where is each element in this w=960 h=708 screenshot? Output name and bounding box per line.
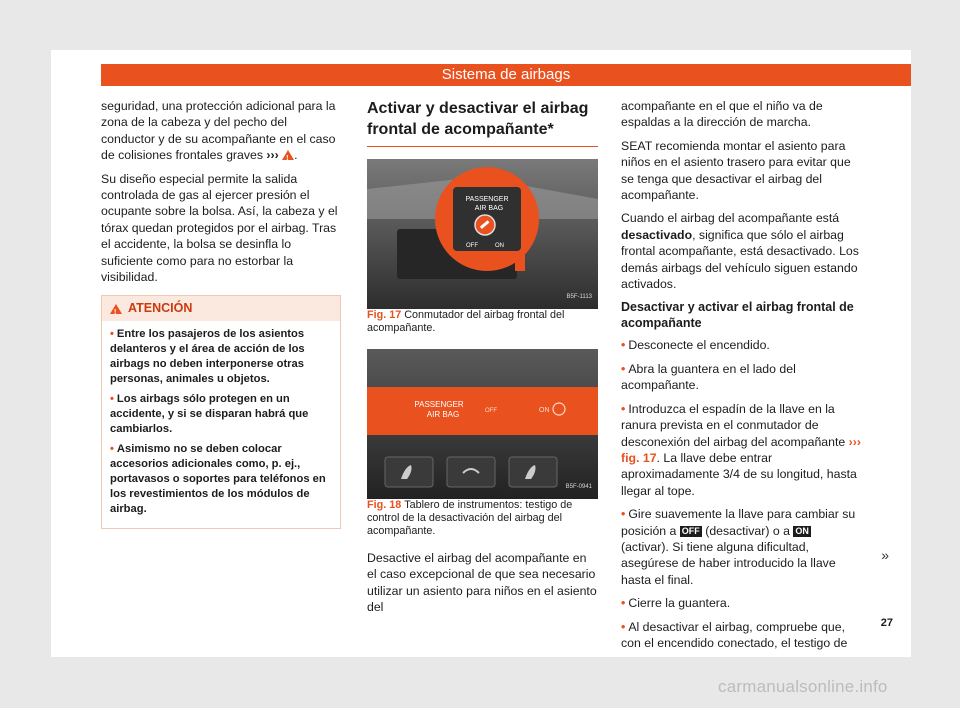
list-item: • Cierre la guantera. [621,596,731,611]
bullet-dot-icon: • [110,442,114,455]
on-key-symbol: ON [795,525,809,536]
warning-header [102,296,340,320]
off-key-symbol: OFF [681,525,700,536]
manual-page [51,50,911,657]
column-2 [367,98,598,623]
paragraph: Desactive el airbag del acompañante en el caso excepcional de que sea necesario utilizar un asiento para niños en el asiento del [367,551,597,615]
bullet-dot-icon: • [621,361,626,376]
list-item: • Desconecte el encendido. [621,338,770,353]
list-item: • Asimismo no se deben colocar accesorios adicionales como, p. ej., portavasos o soportes para teléfonos en los revestimientos de los módulos de airbag. [110,442,326,515]
list-item: • Introduzca el espadín de la llave en la ranura prevista en el conmutador de desconexión del airbag del acompañante ››› fig. 17. La llave debe entrar aproximadamente 3/4 de su longitud, hasta llegar al tope. [621,401,861,498]
bullet-dot-icon: • [621,596,626,611]
warning-body [102,321,340,528]
panel-label-line2: AIR BAG [426,410,460,419]
section-header: Sistema de airbags [101,64,911,86]
bullet-dot-icon: • [621,619,626,634]
warning-box [101,295,341,528]
switch-label-line1: PASSENGER [465,196,509,203]
panel-on-label: ON [539,407,550,414]
figure-17 [367,159,598,309]
warning-triangle-icon [110,304,122,314]
figure-code: B5F-0941 [565,483,592,490]
bullet-dot-icon: • [110,327,114,340]
paragraph: seguridad, una protección adicional para la zona de la cabeza y del pecho del conductor y de su acompañante en el caso de colisiones frontales graves ››› ! . [101,98,341,164]
paragraph: SEAT recomienda montar el asiento para niños en el asiento trasero para evitar que se tenga que desactivar el airbag del acompañante. [621,138,851,203]
list-item: • Los airbags sólo protegen en un accidente, y si se disparan habrá que cambiarlos. [110,392,309,435]
bullet-dot-icon: • [110,392,114,405]
section-heading: Activar y desactivar el airbag frontal de acompañante* [367,100,589,138]
page-number: 27 [880,617,893,629]
figure-18 [367,349,598,499]
subheading: Desactivar y activar el airbag frontal de acompañante [621,300,854,331]
list-item: • Al desactivar el airbag, compruebe que, con el encendido conectado, el testigo de [621,619,848,650]
column-1 [101,98,341,529]
bullet-dot-icon: • [621,401,626,416]
watermark: carmanualsonline.info [718,677,888,696]
figure-caption: Fig. 18 Tablero de instrumentos: testigo de control de la desactivación del airbag del acompañante. [367,499,573,537]
list-item: • Abra la guantera en el lado del acompañante. [621,361,796,393]
paragraph: Su diseño especial permite la salida controlada de gas al ejercer presión el ocupante sobre la bolsa. Así, la cabeza y el tórax quedan protegidos por el airbag. Tras el accidente, la bolsa se desinfla lo suficiente como para no estorbar la visibilidad. [101,171,338,285]
switch-off-label: OFF [466,243,478,249]
panel-label-line1: PASSENGER [414,400,464,409]
list-item: • Entre los pasajeros de los asientos delanteros y el área de acción de los airbags no deben interponerse otras personas, animales u objetos. [110,327,305,385]
column-3 [621,98,861,658]
warning-title: ATENCIÓN [128,301,193,316]
instrument-panel-illustration [367,349,598,499]
panel-off-label: OFF [485,408,497,414]
bullet-dot-icon: • [621,507,626,522]
cross-reference[interactable]: ››› [266,148,279,163]
switch-on-label: ON [495,243,504,249]
warning-triangle-icon [282,150,294,160]
climate-button [447,457,495,487]
heading-rule [367,146,598,147]
list-item: • Gire suavemente la llave para cambiar su posición a OFF (desactivar) o a ON (activar). Si tiene alguna dificultad, asegúrese de haber introducido la llave hasta el final. [621,507,856,587]
paragraph: acompañante en el que el niño va de espaldas a la dirección de marcha. [621,99,823,130]
continue-mark: » [881,547,889,563]
figure-link[interactable]: ››› fig. 17 [621,434,861,465]
paragraph: Cuando el airbag del acompañante está desactivado, significa que sólo el airbag frontal acompañante, está desactivado. Los demás airbags del vehículo siguen estando activados. [621,211,859,292]
figure-code: B5F-1113 [566,293,592,300]
switch-label-line2: AIR BAG [474,205,504,212]
figure-caption: Fig. 17 Conmutador del airbag frontal del acompañante. [367,309,565,334]
airbag-switch-illustration [367,159,598,309]
bullet-dot-icon: • [621,338,626,353]
